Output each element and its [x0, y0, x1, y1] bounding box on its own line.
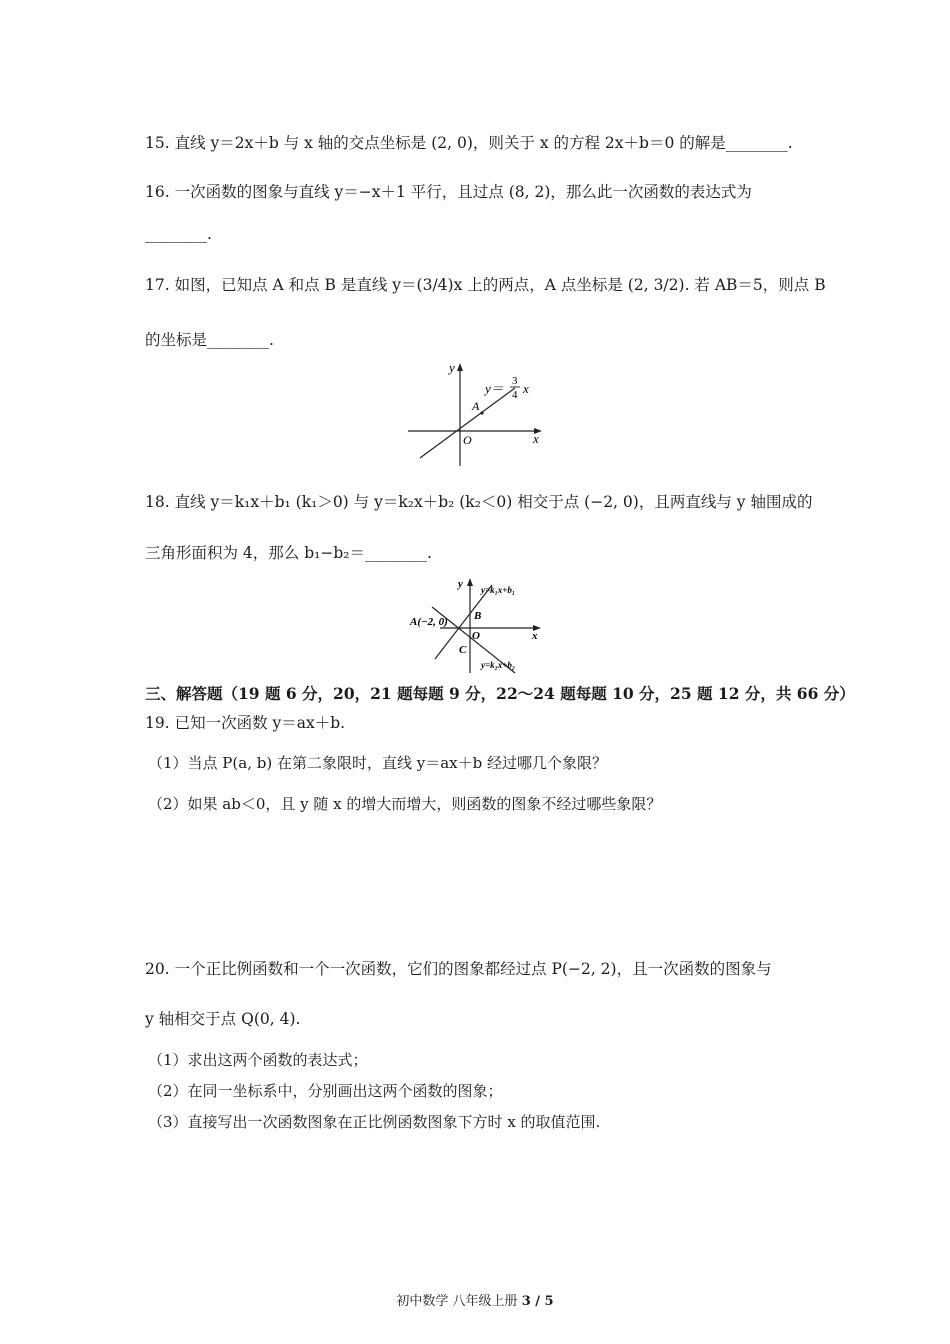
question-17-line2: 的坐标是________. [145, 331, 274, 349]
question-19: 19. 已知一次函数 y＝ax＋b. [145, 714, 346, 732]
question-18-line2: 三角形面积为 4，那么 b₁−b₂＝________. [145, 544, 432, 562]
question-19-part-2: （2）如果 ab＜0，且 y 随 x 的增大而增大，则函数的图象不经过哪些象限？ [148, 795, 662, 813]
fig17-x-label: x [533, 431, 539, 446]
question-19-part-1: （1）当点 P(a, b) 在第二象限时，直线 y＝ax＋b 经过哪几个象限？ [148, 754, 607, 772]
fig17-frac-num: 3 [512, 375, 518, 387]
figure-17 [400, 358, 550, 470]
fig17-point-a-label: A [472, 399, 480, 413]
fig17-y-label: y [449, 360, 455, 375]
figure-18 [405, 575, 560, 675]
fig18-x-label: x [532, 630, 538, 642]
question-16-line2: ________. [145, 225, 212, 243]
question-20-part-1: （1）求出这两个函数的表达式； [148, 1051, 368, 1069]
question-15: 15. 直线 y＝2x＋b 与 x 轴的交点坐标是 (2, 0)，则关于 x 的方程 2x＋b＝0 的解是________. [145, 134, 793, 152]
fig18-origin-label: O [472, 630, 480, 642]
fig18-point-b-label: B [474, 610, 482, 622]
question-16-line1: 16. 一次函数的图象与直线 y＝−x＋1 平行，且过点 (8, 2)，那么此一次函数的表达式为 [145, 183, 752, 201]
fig18-y-label: y [458, 578, 463, 590]
fig18-line1-label: y=k₁x+b₁ [481, 585, 516, 595]
question-20-part-2: （2）在同一坐标系中，分别画出这两个函数的图象； [148, 1082, 503, 1100]
footer-page-number: 3 / 5 [521, 1294, 554, 1309]
fig17-origin-label: O [463, 433, 472, 447]
fig18-point-a-label: A(−2, 0) [410, 616, 448, 628]
fig17-line-label: y＝ [485, 381, 504, 396]
section-3-heading: 三、解答题（19 题 6 分，20，21 题每题 9 分，22～24 题每题 10 分，25 题 12 分，共 66 分） [145, 684, 855, 703]
fig17-line-var: x [523, 381, 529, 396]
question-20-line1: 20. 一个正比例函数和一个一次函数，它们的图象都经过点 P(−2, 2)，且一次函数的图象与 [145, 960, 772, 978]
fig17-frac-den: 4 [512, 389, 518, 401]
footer-text: 初中数学 八年级上册 [396, 1294, 518, 1309]
question-18-line1: 18. 直线 y＝k₁x＋b₁ (k₁＞0) 与 y＝k₂x＋b₂ (k₂＜0) 相交于点 (−2, 0)，且两直线与 y 轴围成的 [145, 493, 813, 511]
fig18-point-c-label: C [459, 644, 467, 656]
page-footer [0, 1290, 950, 1309]
question-17-line1: 17. 如图，已知点 A 和点 B 是直线 y＝(3/4)x 上的两点，A 点坐标是 (2, 3/2). 若 AB＝5，则点 B [145, 276, 826, 294]
fig18-line2-label: y=k₂x+b₂ [481, 660, 516, 670]
question-20-line2: y 轴相交于点 Q(0, 4). [145, 1010, 301, 1028]
question-20-part-3: （3）直接写出一次函数图象在正比例函数图象下方时 x 的取值范围. [148, 1113, 601, 1131]
